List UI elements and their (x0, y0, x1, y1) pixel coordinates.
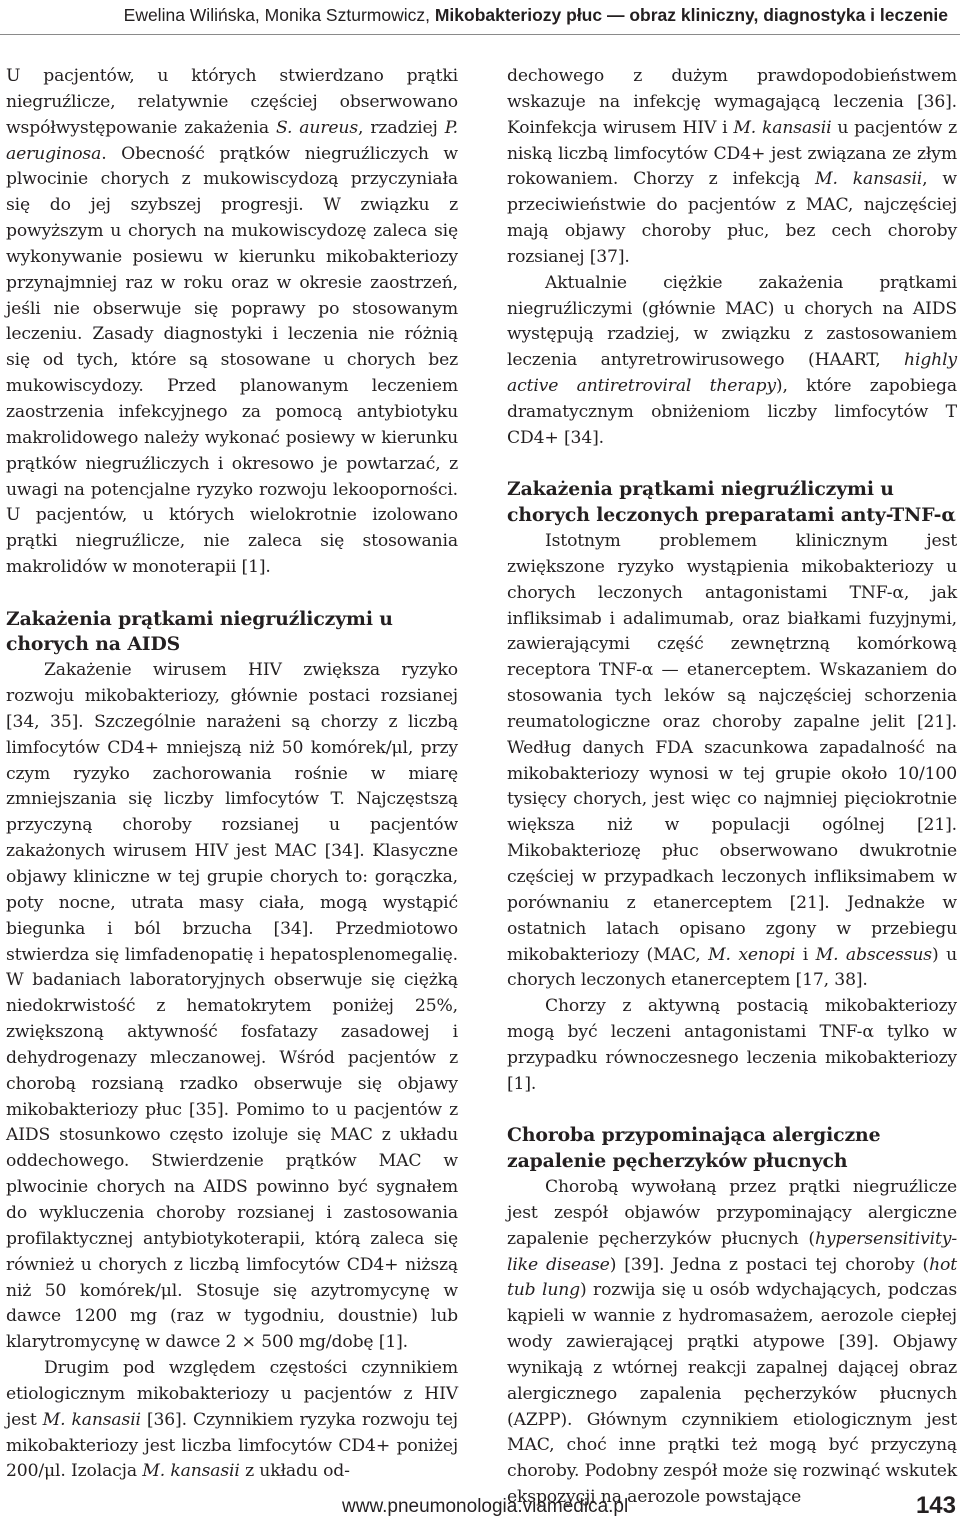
left-column (6, 64, 458, 1485)
text-run: ) u chorych leczonych etanerceptem [17, 38]. (507, 944, 957, 991)
left-paragraph-2: Zakażenie wirusem HIV zwiększa ryzyko rozwoju mikobakteriozy, głównie postaci rozsianej [34, 35]. Szczególnie narażeni są chorzy z liczbą limfocytów CD4+ mniejszą niż 50 komórek/μl, przy czym ryzyko zachorowania rośnie w miarę zmniejszania się liczby limfocytów T. Najczęstszą przyczyną choroby rozsianej u pacjentów zakażonych wirusem HIV jest MAC [34]. Klasyczne objawy kliniczne w tej grupie chorych to: gorączka, poty nocne, utrata masy ciała, mogą wystąpić biegunka i ból brzucha [34]. Przedmiotowo stwierdza się limfadenopatię i hepatosplenomegalię. W badaniach laboratoryjnych obserwuje się ciężką niedokrwistość z hematokrytem poniżej 25%, zwiększoną aktywność fosfatazy zasadowej i dehydrogenazy mleczanowej. Wśród pacjentów z chorobą rozsianą rzadko obserwuje się objawy mikobakteriozy płuc [35]. Pomimo to u pacjentów z AIDS stosunkowo często izoluje się MAC z układu oddechowego. Stwierdzenie prątków MAC w plwocinie chorych na AIDS powinno być sygnałem do wykluczenia choroby rozsianej i zastosowania profilaktycznej antybiotykoterapii, którą zaleca się również u chorych z liczbą limfocytów CD4+ niższą niż 50 komórek/μl. Stosuje się azytromycynę w dawce 1200 mg (raz w tygodniu, doustnie) lub klarytromycynę w dawce 2 × 500 mg/dobę [1]. (6, 660, 458, 1353)
right-paragraph-2 (507, 271, 957, 452)
text-run: , rzadziej (358, 117, 445, 138)
text-run: dechowego z dużym prawdopodobieństwem wskazuje na infekcję wymagającą leczenia [36]. Koinfekcja wirusem HIV i (507, 66, 957, 138)
term-english: hot tub lung (507, 1254, 957, 1301)
header-title: Mikobakteriozy płuc — obraz kliniczny, diagnostyka i leczenie (434, 5, 948, 25)
section-heading-aids: Zakażenia prątkami niegruźliczymi u chorych na AIDS (6, 607, 393, 656)
text-run: ) [39]. Jedna z postaci tej choroby ( (609, 1254, 930, 1275)
text-run: ) rozwija się u osób wdychających, podczas kąpieli w wannie z hydromasażem, aerozole ciepłej wody zawierającej prątki atypowe [39]. Objawy wynikają z wtórnej reakcji zapalnej dającej obraz alergicznego zapalenia pęcherzyków płucnych (AZPP). Głównym czynnikiem etiologicznym jest MAC, choć inne prątki też mogą być przyczyną choroby. Podobny zespół może się rozwinąć wskutek ekspozycji na aerozole powstające (507, 1280, 957, 1508)
page-number: 143 (915, 1492, 956, 1519)
text-run: Chorobą wywołaną przez prątki niegruźlicze jest zespół objawów przypominający alergiczne zapalenie pęcherzyków płucnych ( (507, 1177, 957, 1249)
section-heading-anti-tnf: Zakażenia prątkami niegruźliczymi u chorych leczonych preparatami anty-TNF-α (507, 478, 956, 527)
text-run: . Obecność prątków niegruźliczych w plwocinie chorych z mukowiscydozą przyczyniała się do jej szybszej progresji. W związku z powyższym u chorych na mukowiscydozę zaleca się wykonywanie posiewu w kierunku mikobakteriozy przynajmniej raz w roku oraz w okresie zaostrzeń, jeśli nie obserwuje się poprawy po stosowanym leczeniu. Zasady diagnostyki i leczenia nie różnią się od tych, które są stosowane u chorych bez mukowiscydozy. Przed planowanym leczeniem zaostrzenia infekcyjnego za pomocą antybiotyku makrolidowego należy wykonać posiewy w kierunku prątków niegruźliczych i okresowo je powtarzać, z uwagi na potencjalne ryzyko rozwoju lekooporności. U pacjentów, u których wielokrotnie izolowano prątki niegruźlicze, nie zaleca się stosowania makrolidów w monoterapii [1]. (6, 143, 458, 578)
running-head (12, 5, 948, 26)
right-paragraph-1 (507, 64, 957, 271)
species-name: M. kansasii (42, 1409, 141, 1430)
text-run: z układu od- (239, 1461, 350, 1482)
right-paragraph-4: Chorzy z aktywną postacią mikobakteriozy mogą być leczeni antagonistami TNF-α tylko w przypadku równoczesnego leczenia mikobakteriozy [1]. (507, 996, 957, 1094)
text-run: u pacjentów z niską liczbą limfocytów CD4+ jest związana ze złym rokowaniem. Chorzy z infekcją (507, 117, 957, 190)
spacer (507, 452, 957, 478)
text-run: , w przeciwieństwie do pacjentów z MAC, najczęściej mają objawy choroby płuc, bez cech choroby rozsianej [37]. (507, 169, 957, 267)
header-divider (0, 34, 960, 35)
spacer (6, 581, 458, 607)
left-paragraph-1 (6, 64, 458, 581)
species-name: P. aeruginosa (6, 117, 458, 164)
species-name: S. aureus (275, 117, 359, 138)
right-paragraph-5 (507, 1175, 957, 1511)
species-name: M. kansasii (815, 169, 923, 190)
section-heading-hypersensitivity: Choroba przypominająca alergiczne zapalenie pęcherzyków płucnych (507, 1124, 881, 1173)
text-run: ), które zapobiega dramatycznym obniżeniom liczby limfocytów T CD4+ [34]. (507, 376, 957, 448)
species-name: M. kansasii (142, 1461, 240, 1482)
text-run: [36]. Czynnikiem ryzyka rozwoju tej mikobakteriozy jest liczba limfocytów CD4+ poniżej 200/μl. Izolacja (6, 1409, 458, 1482)
right-column (507, 64, 957, 1511)
species-name: M. kansasii (733, 117, 832, 138)
spacer (507, 1098, 957, 1124)
term-english: highly active antiretroviral therapy (507, 350, 957, 397)
left-paragraph-3 (6, 1356, 458, 1485)
term-english: hypersensitivity-like disease (507, 1228, 957, 1275)
text-run: Aktualnie ciężkie zakażenia prątkami niegruźliczymi (głównie MAC) u chorych na AIDS występują rzadziej, w związku z zastosowaniem leczenia antyretrowirusowego (HAART, (507, 272, 957, 371)
footer-url: www.pneumonologia.viamedica.pl (342, 1496, 629, 1517)
text-run: Drugim pod względem częstości czynnikiem etiologicznym mikobakteriozy u pacjentów z HIV jest (6, 1358, 458, 1430)
text-run: U pacjentów, u których stwierdzano prątki niegruźlicze, relatywnie częściej obserwowano współwystępowanie zakażenia (6, 66, 458, 138)
species-name: M. abscessus (815, 944, 932, 965)
header-authors: Ewelina Wilińska, Monika Szturmowicz, (123, 5, 435, 25)
species-name: M. xenopi (708, 944, 796, 965)
text-run: i (795, 944, 816, 965)
right-paragraph-3 (507, 529, 957, 994)
text-run: Istotnym problemem klinicznym jest zwiększone ryzyko wystąpienia mikobakteriozy u chorych leczonych antagonistami TNF-α, jak infliksimab i adalimumab, oraz białkami fuzyjnymi, zawierającymi część zewnętrzną komórkową receptora TNF-α — etanerceptem. Wskazaniem do stosowania tych leków są najczęściej schorzenia reumatologiczne oraz choroby zapalne jelit [21]. Według danych FDA szacunkowa zapadalność na mikobakteriozy wynosi w tej grupie około 10/100 tysięcy chorych, jest więc co najmniej pięciokrotnie większa niż w populacji ogólnej [21]. Mikobakteriozę płuc obserwowano dwukrotnie częściej w przypadkach leczonych infliksimabem w porównaniu z etanerceptem [21]. Jednakże w ostatnich latach opisano zgony w przebiegu mikobakteriozy (MAC, (507, 531, 957, 965)
